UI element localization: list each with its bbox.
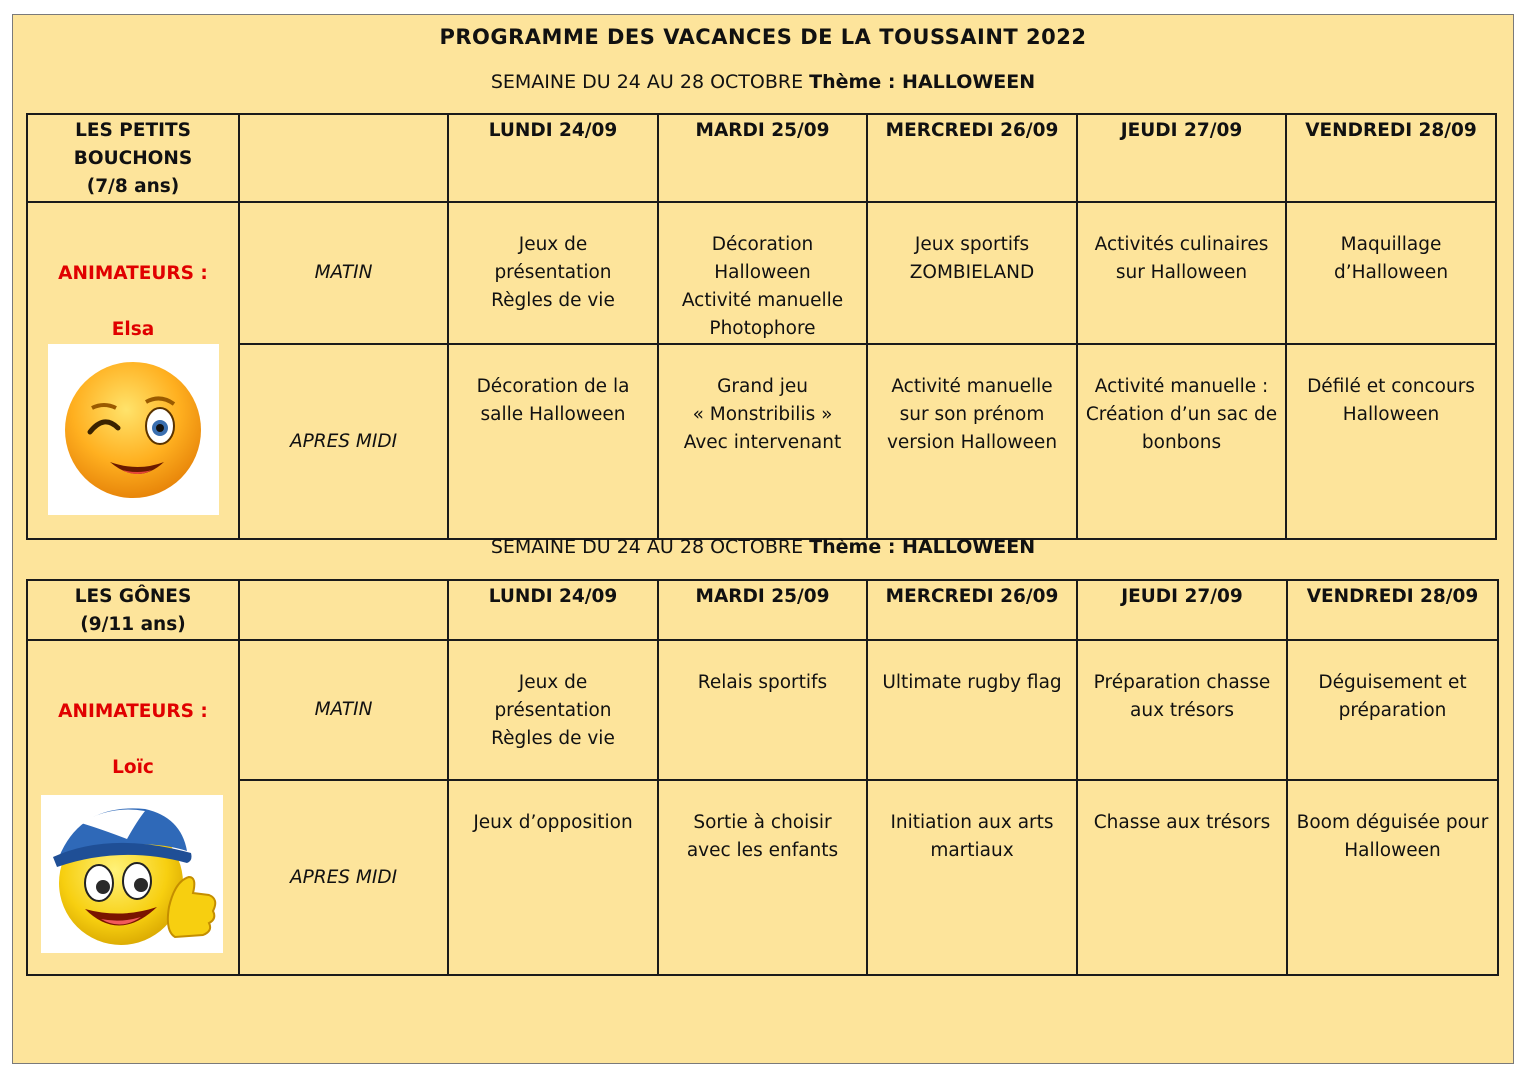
day-header: JEUDI 27/09 <box>1077 580 1287 640</box>
schedule-table-1 <box>26 113 1497 540</box>
animateur-name: Loïc <box>112 757 154 778</box>
empty-header-cell <box>239 114 448 202</box>
group-name-line: LES GÔNES <box>74 586 192 607</box>
day-header: VENDREDI 28/09 <box>1286 114 1496 202</box>
winking-smiley-icon <box>48 344 219 515</box>
week-header-2 <box>13 536 1513 558</box>
activity-cell: Initiation aux arts martiaux <box>867 780 1077 975</box>
theme-value: HALLOWEEN <box>902 71 1036 93</box>
group-name-cell <box>27 114 239 202</box>
activity-cell: Maquillage d’Halloween <box>1286 202 1496 344</box>
activity-cell: Décoration Halloween Activité manuelle Photophore <box>658 202 867 344</box>
activity-cell: Activité manuelle sur son prénom version Halloween <box>867 344 1077 539</box>
day-header: JEUDI 27/09 <box>1077 114 1286 202</box>
group-name-line: LES PETITS <box>75 120 191 141</box>
week-prefix: SEMAINE DU 24 AU 28 OCTOBRE <box>490 536 810 558</box>
theme-value: HALLOWEEN <box>902 536 1036 558</box>
activity-cell: Sortie à choisir avec les enfants <box>658 780 867 975</box>
theme-sep: : <box>881 71 903 93</box>
group-age-line: (7/8 ans) <box>86 176 180 197</box>
group-age-line: (9/11 ans) <box>80 614 186 635</box>
day-header: MERCREDI 26/09 <box>867 580 1077 640</box>
theme-label: Thème <box>809 536 882 558</box>
activity-cell: Activités culinaires sur Halloween <box>1077 202 1286 344</box>
activity-cell: Chasse aux trésors <box>1077 780 1287 975</box>
animateurs-label: ANIMATEURS : <box>58 263 208 284</box>
activity-cell: Grand jeu « Monstribilis » Avec intervenant <box>658 344 867 539</box>
animateurs-label: ANIMATEURS : <box>58 701 208 722</box>
day-header: MARDI 25/09 <box>658 114 867 202</box>
cap-thumbs-up-smiley-icon <box>41 795 223 953</box>
activity-cell: Décoration de la salle Halloween <box>448 344 658 539</box>
slot-label-afternoon: APRES MIDI <box>239 344 448 539</box>
group-name-cell <box>27 580 239 640</box>
activity-cell: Relais sportifs <box>658 640 867 780</box>
activity-cell: Déguisement et préparation <box>1287 640 1498 780</box>
schedule-table-2 <box>26 579 1499 976</box>
day-header: LUNDI 24/09 <box>448 114 658 202</box>
page <box>12 14 1514 1064</box>
activity-cell: Jeux sportifs ZOMBIELAND <box>867 202 1077 344</box>
day-header: VENDREDI 28/09 <box>1287 580 1498 640</box>
animateurs-cell <box>27 640 239 975</box>
day-header: MERCREDI 26/09 <box>867 114 1077 202</box>
week-header-1 <box>13 71 1513 93</box>
group-name-line: BOUCHONS <box>73 148 193 169</box>
activity-cell: Ultimate rugby flag <box>867 640 1077 780</box>
day-header: LUNDI 24/09 <box>448 580 658 640</box>
activity-cell: Jeux de présentation Règles de vie <box>448 640 658 780</box>
slot-label-morning: MATIN <box>239 640 448 780</box>
activity-cell: Préparation chasse aux trésors <box>1077 640 1287 780</box>
theme-label: Thème <box>809 71 882 93</box>
animateur-name: Elsa <box>111 319 155 340</box>
slot-label-morning: MATIN <box>239 202 448 344</box>
activity-cell: Activité manuelle : Création d’un sac de bonbons <box>1077 344 1286 539</box>
activity-cell: Boom déguisée pour Halloween <box>1287 780 1498 975</box>
day-header: MARDI 25/09 <box>658 580 867 640</box>
week-prefix: SEMAINE DU 24 AU 28 OCTOBRE <box>490 71 810 93</box>
page-title: PROGRAMME DES VACANCES DE LA TOUSSAINT 2022 <box>439 25 1087 49</box>
activity-cell: Défilé et concours Halloween <box>1286 344 1496 539</box>
activity-cell: Jeux de présentation Règles de vie <box>448 202 658 344</box>
activity-cell: Jeux d’opposition <box>448 780 658 975</box>
animateurs-cell <box>27 202 239 539</box>
empty-header-cell <box>239 580 448 640</box>
slot-label-afternoon: APRES MIDI <box>239 780 448 975</box>
theme-sep: : <box>881 536 903 558</box>
